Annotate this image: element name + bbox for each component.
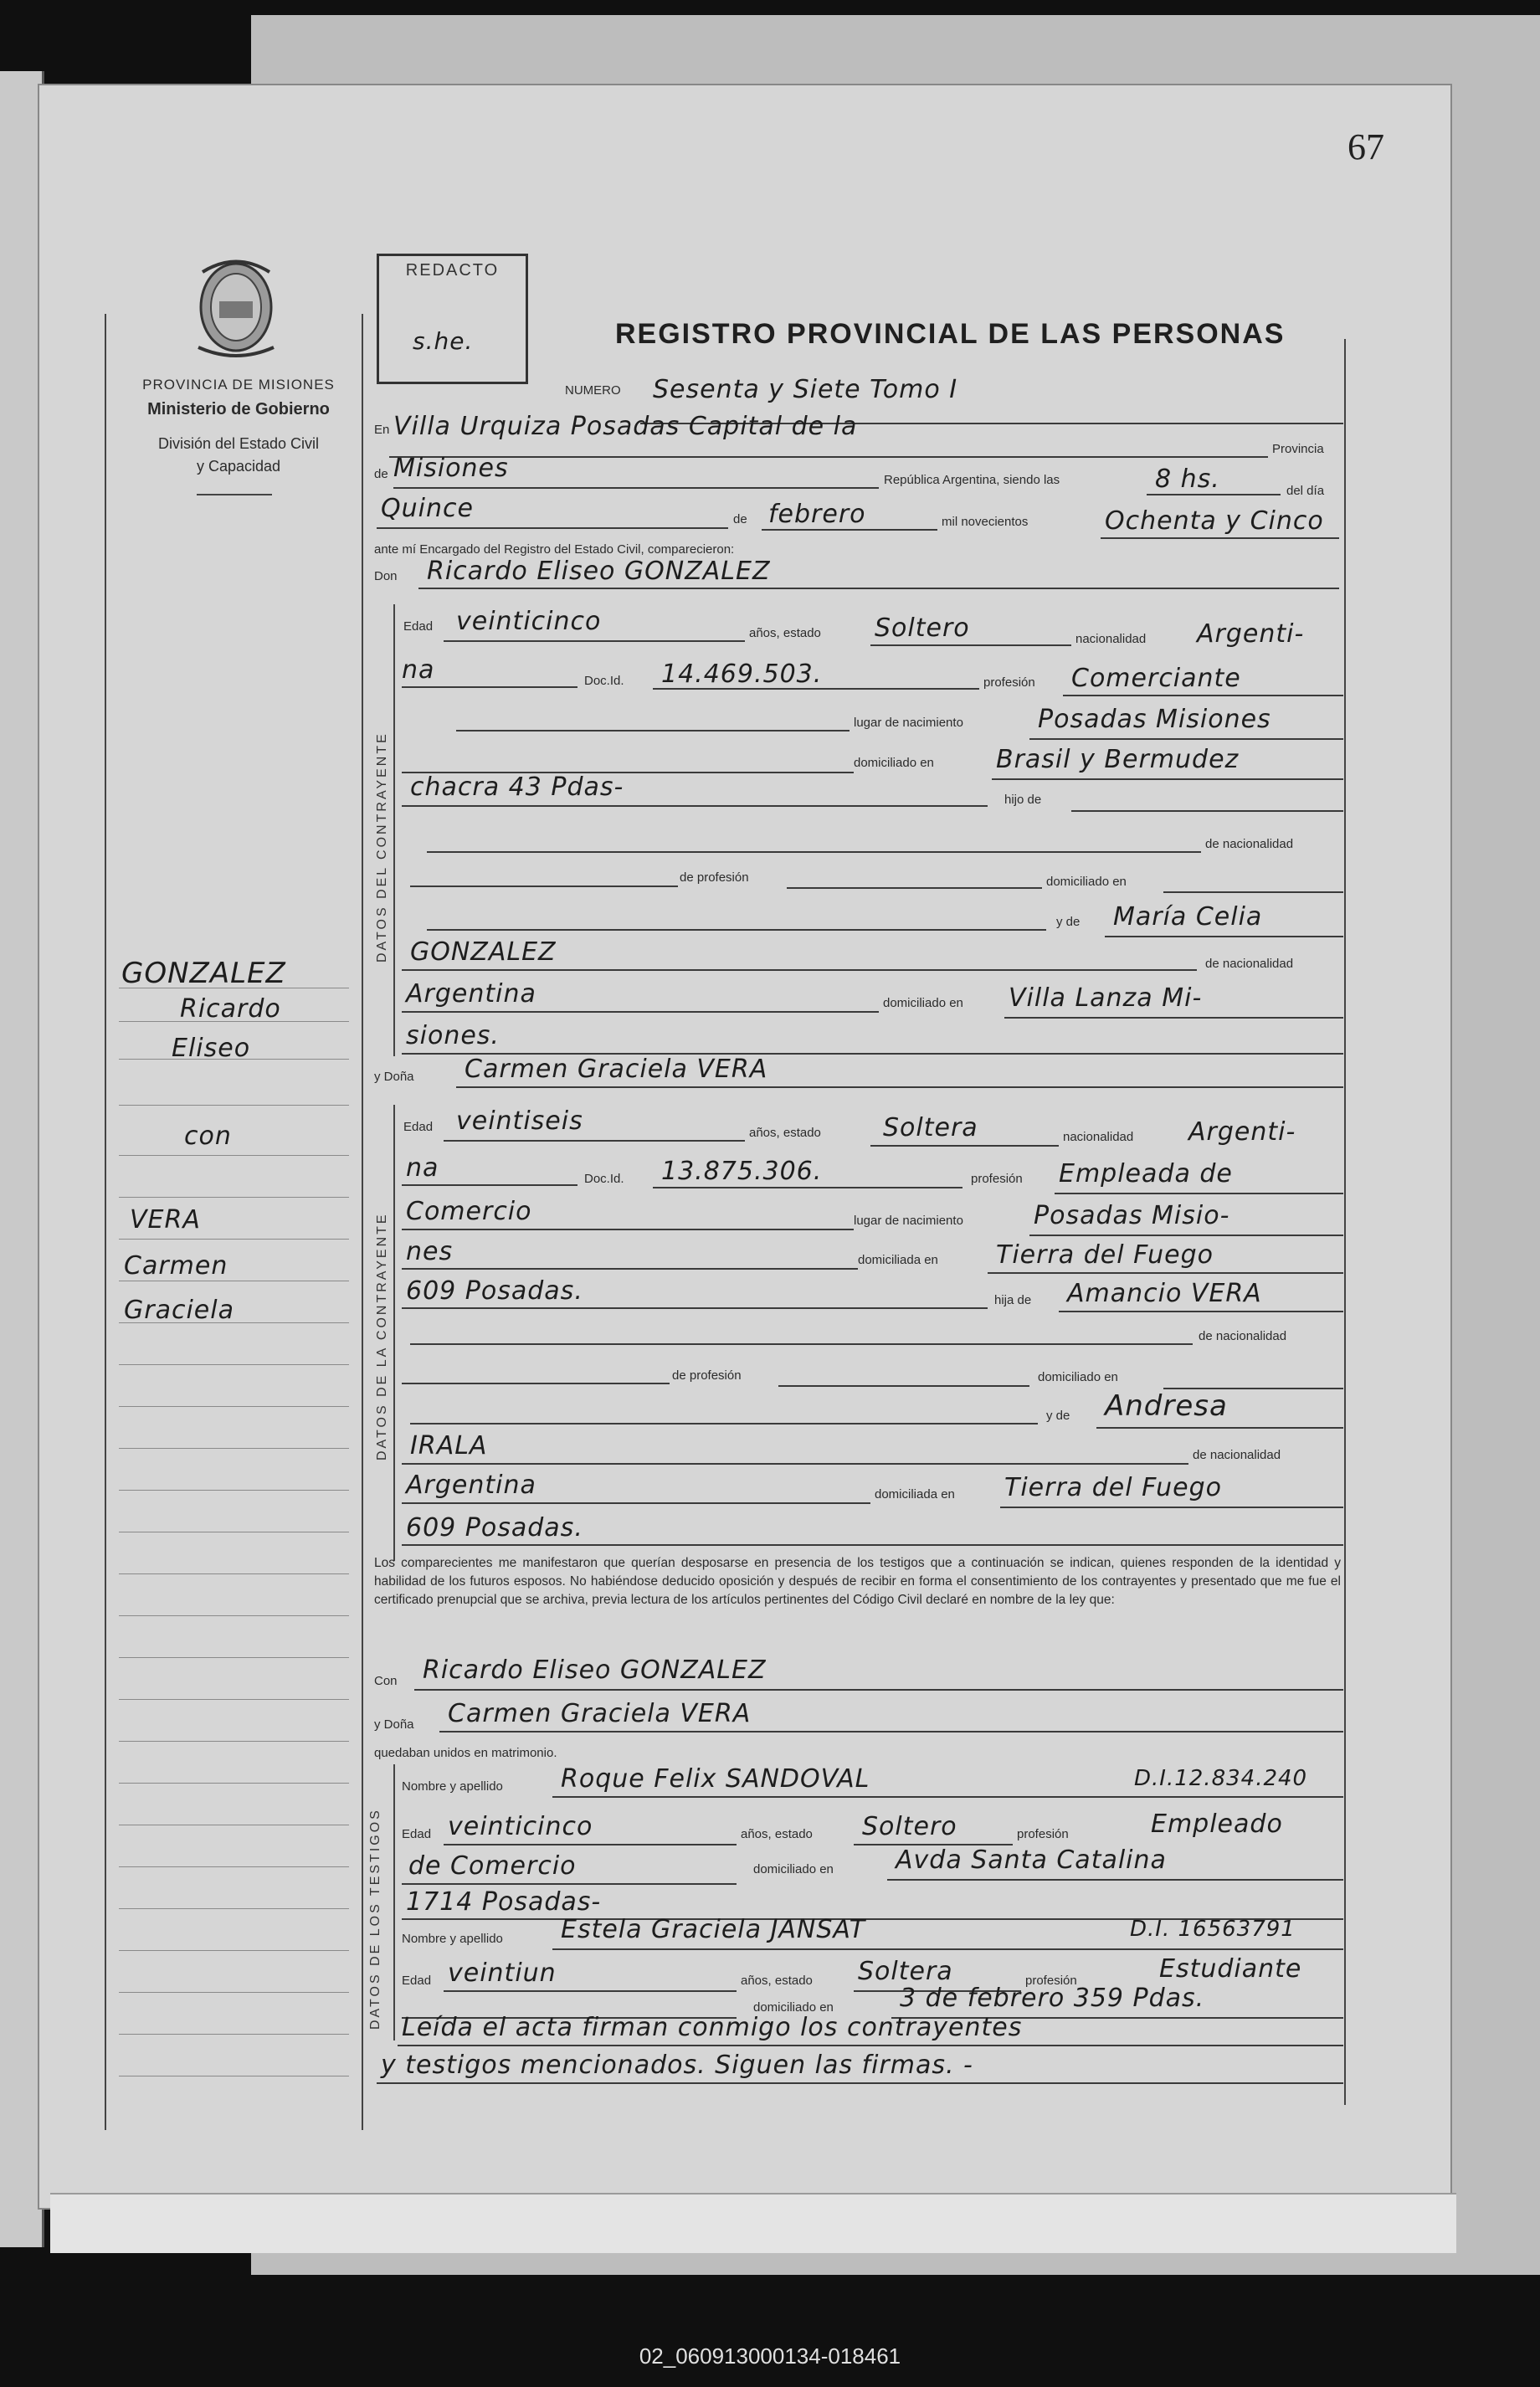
bride-doc-value: 13.875.306. bbox=[661, 1157, 823, 1186]
w1-edad: veinticinco bbox=[448, 1812, 593, 1841]
groom-madre-dom-value-1: Villa Lanza Mi- bbox=[1009, 983, 1203, 1013]
bride-nac-value-1: Argenti- bbox=[1188, 1117, 1296, 1147]
bride-madre-dom-label: domiciliada en bbox=[875, 1487, 955, 1502]
bride-nac-value-2: na bbox=[406, 1153, 439, 1183]
bride-section-line bbox=[393, 1105, 395, 1561]
ministry-divider bbox=[197, 494, 272, 495]
groom-nac-value-1: Argenti- bbox=[1197, 619, 1305, 649]
en-value: Villa Urquiza Posadas Capital de la bbox=[393, 412, 858, 441]
groom-edad-value: veinticinco bbox=[456, 607, 602, 636]
redacto-stamp bbox=[377, 254, 528, 384]
ministry-province: PROVINCIA DE MISIONES bbox=[142, 377, 335, 393]
bride-madre-dom-value-2: 609 Posadas. bbox=[406, 1513, 583, 1543]
groom-madre-dom-value-2: siones. bbox=[406, 1021, 500, 1050]
document-title: REGISTRO PROVINCIAL DE LAS PERSONAS bbox=[615, 318, 1286, 350]
w1-prof-label: profesión bbox=[1017, 1827, 1069, 1841]
bride-madre-nac-label: de nacionalidad bbox=[1193, 1448, 1281, 1462]
w2-prof-label: profesión bbox=[1025, 1974, 1077, 1988]
w2-name: Estela Graciela JANSAT bbox=[561, 1915, 866, 1944]
groom-padre-prof-label: de profesión bbox=[680, 870, 749, 885]
bride-padre-dom-label: domiciliado en bbox=[1038, 1370, 1118, 1384]
don-label: Don bbox=[374, 569, 398, 583]
bride-dom-label: domiciliada en bbox=[858, 1253, 938, 1267]
w2-edad: veintiun bbox=[448, 1958, 557, 1988]
anio-value: Ochenta y Cinco bbox=[1105, 506, 1324, 536]
w1-estado: Soltero bbox=[862, 1812, 957, 1841]
page-bottom-strip bbox=[50, 2193, 1456, 2253]
bride-lugar-value: Posadas Misio- bbox=[1034, 1201, 1230, 1230]
groom-section-label: DATOS DEL CONTRAYENTE bbox=[375, 732, 389, 963]
stamp-mark: s.he. bbox=[413, 327, 474, 355]
groom-section-line bbox=[393, 604, 395, 1056]
groom-prof-label: profesión bbox=[983, 675, 1035, 690]
decl-con-label: Con bbox=[374, 1674, 398, 1688]
decl-quedaban: quedaban unidos en matrimonio. bbox=[374, 1746, 557, 1760]
groom-madre-value-1: María Celia bbox=[1113, 902, 1263, 932]
groom-nac-label: nacionalidad bbox=[1075, 632, 1147, 646]
bride-prof-label: profesión bbox=[971, 1172, 1023, 1186]
w1-dom-label: domiciliado en bbox=[753, 1862, 834, 1876]
coat-of-arms-icon bbox=[186, 255, 286, 364]
margin-groom-first: Ricardo bbox=[180, 994, 281, 1024]
bride-lugar-value-2: nes bbox=[406, 1237, 454, 1266]
bride-prof-value: Empleada de bbox=[1059, 1159, 1233, 1188]
groom-doc-label: Doc.Id. bbox=[584, 674, 624, 688]
decl-dona-value: Carmen Graciela VERA bbox=[448, 1699, 752, 1728]
decl-dona-label: y Doña bbox=[374, 1717, 414, 1732]
margin-groom-middle: Eliseo bbox=[172, 1034, 251, 1063]
bride-section-label: DATOS DE LA CONTRAYENTE bbox=[375, 1212, 389, 1460]
groom-dom-value-2: chacra 43 Pdas- bbox=[410, 773, 624, 802]
w2-dom: 3 de febrero 359 Pdas. bbox=[900, 1984, 1205, 2013]
numero-value: Sesenta y Siete Tomo I bbox=[653, 375, 958, 404]
closing-line-2: y testigos mencionados. Siguen las firmas. - bbox=[381, 2051, 973, 2080]
closing-line-1: Leída el acta firman conmigo los contrayentes bbox=[402, 2013, 1023, 2042]
de-label: de bbox=[374, 467, 388, 481]
groom-y-de-label: y de bbox=[1056, 915, 1081, 929]
w1-dom: Avda Santa Catalina bbox=[896, 1845, 1167, 1875]
bride-estado-value: Soltera bbox=[883, 1113, 978, 1142]
mil-label: mil novecientos bbox=[942, 515, 1029, 529]
w1-prof-2: de Comercio bbox=[408, 1851, 577, 1881]
republica-label: República Argentina, siendo las bbox=[884, 473, 1060, 487]
bride-edad-label: Edad bbox=[403, 1120, 434, 1134]
witness-section-line bbox=[393, 1764, 395, 2041]
stamp-label: REDACTO bbox=[405, 261, 500, 280]
w1-dom-2: 1714 Posadas- bbox=[406, 1887, 602, 1917]
bride-lugar-label: lugar de nacimiento bbox=[854, 1214, 963, 1228]
groom-dom-value-1: Brasil y Bermudez bbox=[996, 745, 1240, 774]
witness-section-label: DATOS DE LOS TESTIGOS bbox=[368, 1808, 382, 2030]
w2-dom-label: domiciliado en bbox=[753, 2000, 834, 2015]
image-caption: 02_060913000134-018461 bbox=[639, 2343, 901, 2369]
margin-con: con bbox=[184, 1122, 232, 1151]
bride-padre-prof-label: de profesión bbox=[672, 1368, 742, 1383]
groom-madre-nac-value: Argentina bbox=[406, 979, 536, 1009]
bride-madre-nac-value: Argentina bbox=[406, 1471, 536, 1500]
ministry-division: División del Estado Civil bbox=[157, 435, 320, 452]
en-label: En bbox=[374, 423, 390, 437]
w1-nombre-label: Nombre y apellido bbox=[402, 1779, 503, 1794]
de2-label: de bbox=[733, 512, 747, 526]
groom-padre-dom-label: domiciliado en bbox=[1046, 875, 1127, 889]
del-dia-label: del día bbox=[1286, 484, 1325, 498]
w2-estado: Soltera bbox=[858, 1957, 953, 1986]
mes-value: febrero bbox=[768, 500, 866, 529]
provincia-label: Provincia bbox=[1272, 442, 1324, 456]
bride-doc-label: Doc.Id. bbox=[584, 1172, 624, 1186]
bride-padre-value: Amancio VERA bbox=[1067, 1279, 1262, 1308]
groom-lugar-label: lugar de nacimiento bbox=[854, 716, 963, 730]
w1-anos-label: años, estado bbox=[741, 1827, 813, 1841]
ministry-name: Ministerio de Gobierno bbox=[147, 400, 330, 418]
bride-y-de-label: y de bbox=[1046, 1409, 1070, 1423]
form-right-border bbox=[1344, 339, 1346, 2105]
w1-edad-label: Edad bbox=[402, 1827, 432, 1841]
w2-prof: Estudiante bbox=[1159, 1954, 1302, 1984]
bride-dom-value-2: 609 Posadas. bbox=[406, 1276, 583, 1306]
w2-edad-label: Edad bbox=[402, 1974, 432, 1988]
bride-dom-value: Tierra del Fuego bbox=[996, 1240, 1214, 1270]
w2-doc: D.I. 16563791 bbox=[1130, 1917, 1296, 1942]
bride-madre-value-1: Andresa bbox=[1105, 1389, 1228, 1423]
decl-con-value: Ricardo Eliseo GONZALEZ bbox=[423, 1656, 767, 1685]
w2-nombre-label: Nombre y apellido bbox=[402, 1932, 503, 1946]
groom-edad-label: Edad bbox=[403, 619, 434, 634]
groom-anos-label: años, estado bbox=[749, 626, 821, 640]
don-value: Ricardo Eliseo GONZALEZ bbox=[427, 557, 771, 586]
hora-value: 8 hs. bbox=[1155, 465, 1220, 494]
bride-madre-value-2: IRALA bbox=[410, 1431, 488, 1460]
margin-left-line bbox=[105, 314, 106, 2130]
groom-lugar-value: Posadas Misiones bbox=[1038, 705, 1271, 734]
w1-doc: D.I.12.834.240 bbox=[1134, 1766, 1308, 1791]
groom-padre-nac-label: de nacionalidad bbox=[1205, 837, 1294, 851]
w2-anos-label: años, estado bbox=[741, 1974, 813, 1988]
groom-nac-value-2: na bbox=[402, 655, 435, 685]
margin-right-line bbox=[362, 314, 363, 2130]
de-value: Misiones bbox=[393, 454, 509, 483]
ante-text: ante mí Encargado del Registro del Estado Civil, comparecieron: bbox=[374, 542, 735, 557]
bride-dona-label: y Doña bbox=[374, 1070, 414, 1084]
bride-madre-dom-value-1: Tierra del Fuego bbox=[1004, 1473, 1222, 1502]
groom-estado-value: Soltero bbox=[875, 613, 970, 643]
groom-madre-nac-label: de nacionalidad bbox=[1205, 957, 1294, 971]
margin-bride-first: Carmen bbox=[124, 1251, 228, 1281]
bride-padre-nac-label: de nacionalidad bbox=[1199, 1329, 1287, 1343]
bride-dona-value: Carmen Graciela VERA bbox=[465, 1055, 768, 1084]
groom-madre-value-2: GONZALEZ bbox=[410, 937, 557, 967]
page-number: 67 bbox=[1348, 126, 1384, 167]
margin-groom-surname: GONZALEZ bbox=[121, 957, 286, 990]
bride-nac-label: nacionalidad bbox=[1063, 1130, 1134, 1144]
groom-hijo-label: hijo de bbox=[1004, 793, 1042, 807]
ministry-capacity: y Capacidad bbox=[196, 458, 281, 475]
bride-edad-value: veintiseis bbox=[456, 1106, 583, 1136]
groom-madre-dom-label: domiciliado en bbox=[883, 996, 963, 1010]
groom-prof-value: Comerciante bbox=[1071, 664, 1241, 693]
bride-prof-value-2: Comercio bbox=[406, 1197, 532, 1226]
numero-label: NUMERO bbox=[565, 383, 621, 398]
w1-prof: Empleado bbox=[1151, 1810, 1283, 1839]
groom-dom-label: domiciliado en bbox=[854, 756, 934, 770]
margin-bride-surname: VERA bbox=[130, 1205, 201, 1235]
bride-hija-label: hija de bbox=[994, 1293, 1032, 1307]
margin-bride-middle: Graciela bbox=[124, 1296, 234, 1325]
dia-value: Quince bbox=[381, 494, 474, 523]
bride-anos-label: años, estado bbox=[749, 1126, 821, 1140]
groom-doc-value: 14.469.503. bbox=[661, 660, 823, 689]
declaration-text: Los comparecientes me manifestaron que querían desposarse en presencia de los testigos que a continuación se indican, quienes responden de la identidad y habilidad de los futuros esposos. No habiéndose deducido oposición y después de recibir en forma el consentimiento de los contrayentes y presentado que me fue el certificado prenupcial que se archiva, previa lectura de los artículos pertinentes del Código Civil declaré en nombre de la ley que: bbox=[374, 1556, 1341, 1607]
w1-name: Roque Felix SANDOVAL bbox=[561, 1764, 870, 1794]
